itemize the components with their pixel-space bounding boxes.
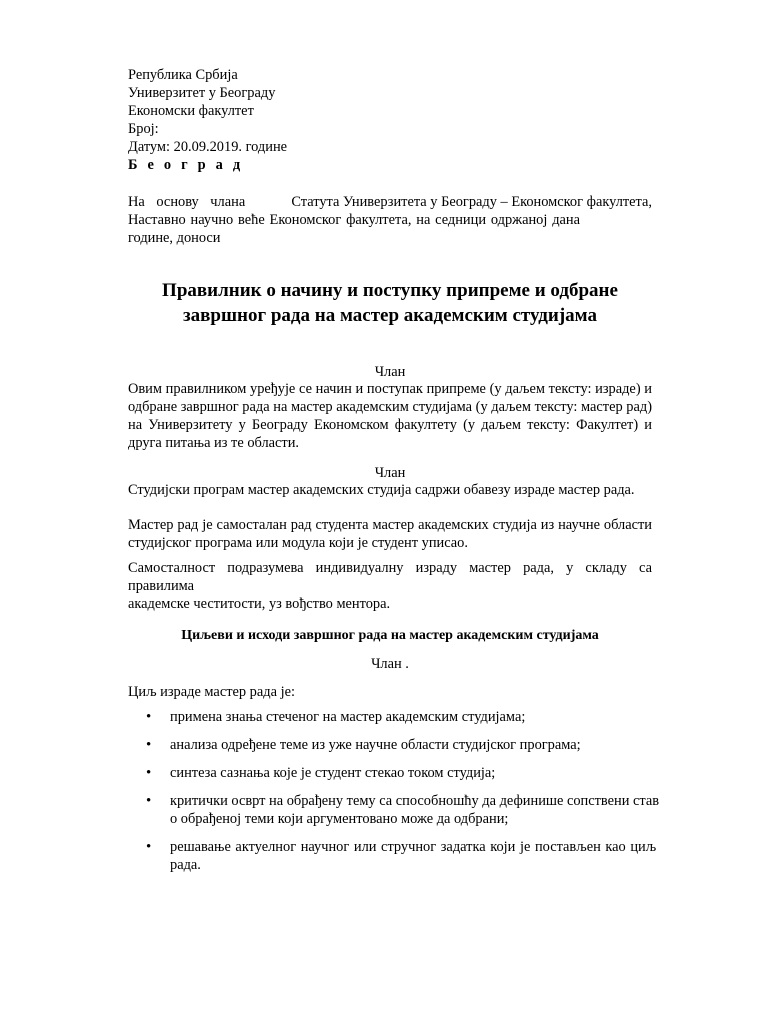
list-item: • критички осврт на обрађену тему са способношћу да дефинише сопствени став о обрађеној теми који аргументовано може да одбрани; [146, 792, 666, 828]
article2-p2-line-1: Мастер рад је самосталан рад студента мастер академских студија из научне области [128, 517, 652, 533]
article3-heading: Члан . [371, 656, 409, 672]
article2-paragraph-1: Студијски програм мастер академских студија садржи обавезу израде мастер рада. [128, 482, 635, 498]
preamble-line3: године, доноси [128, 230, 221, 246]
article1-line-4: друга питања из те области. [128, 435, 300, 451]
article1-line-3: на Универзитету у Београду Економском факултету (у даљем тексту: Факултет) и [128, 417, 652, 433]
header-number: Број: [128, 121, 159, 137]
header-city: Б е о г р а д [128, 157, 244, 173]
preamble [128, 193, 652, 247]
article1-heading: Члан [374, 364, 406, 380]
article1-body [128, 380, 652, 452]
list-item: • решавање актуелног научног или стручног задатка који је постављен као циљ рада. [146, 838, 666, 874]
page-title [128, 278, 652, 328]
article2-heading: Члан [374, 465, 406, 481]
goals-intro: Циљ израде мастер рада је: [128, 684, 295, 700]
list-item: • примена знања стеченог на мастер академским студијама; [146, 708, 666, 726]
header-country: Република Србија [128, 67, 238, 83]
article1-line-1: Овим правилником уређује се начин и поступак припреме (у даљем тексту: израде) и [128, 381, 652, 397]
article2-p2-line-2: студијског програма или модула који је студент уписао. [128, 535, 468, 551]
list-item: • анализа одређене теме из уже научне области студијског програма; [146, 736, 666, 754]
header-faculty: Економски факултет [128, 103, 254, 119]
article2-paragraph-2 [128, 516, 652, 552]
preamble-line1-left: На основу члана [128, 194, 246, 210]
article1-line-2: одбране завршног рада на мастер академским студијама (у даљем тексту: мастер рад) [128, 399, 652, 415]
title-line-1: Правилник о начину и поступку припреме и одбране [162, 280, 618, 301]
section-heading: Циљеви и исходи завршног рада на мастер академским студијама [181, 628, 599, 643]
header-date: Датум: 20.09.2019. године [128, 139, 288, 155]
title-line-2: завршног рада на мастер академским студијама [183, 305, 597, 326]
article2-p3-line-1: Самосталност подразумева индивидуалну израду мастер рада, у складу са правилима [128, 560, 652, 594]
preamble-line1-right: Статута Универзитета у Београду – Економског факултета, [291, 194, 652, 210]
article2-paragraph-3 [128, 559, 652, 613]
preamble-line2: Наставно научно веће Економског факултета, на седници одржаној дана [128, 212, 580, 228]
list-item: • синтеза сазнања које је студент стекао током студија; [146, 764, 666, 782]
document-header [128, 66, 287, 174]
article2-p3-line-2: академске честитости, уз вођство ментора. [128, 596, 391, 612]
goals-list [146, 708, 666, 874]
header-university: Универзитет у Београду [128, 85, 276, 101]
